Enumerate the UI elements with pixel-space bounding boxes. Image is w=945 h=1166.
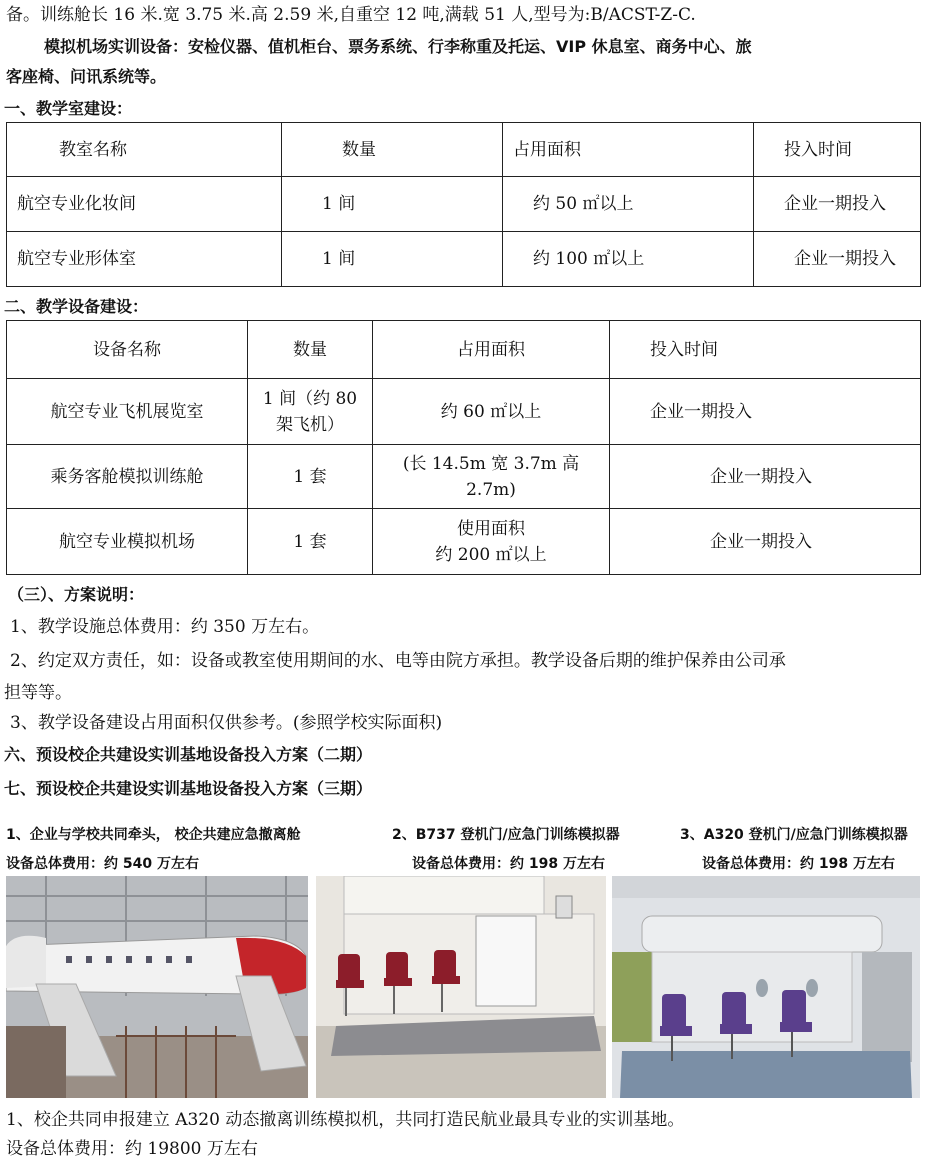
evacuation-trainer-illustration xyxy=(6,876,308,1098)
table-cell xyxy=(248,379,373,445)
table-cell: 航空专业模拟机场 xyxy=(7,509,248,575)
footer-line-2: 设备总体费用：约 19800 万左右 xyxy=(6,1139,258,1159)
header-cell: 占用面积 xyxy=(373,321,610,379)
b737-door-trainer-photo xyxy=(316,876,606,1098)
intro-line-2: 模拟机场实训设备：安检仪器、值机柜台、票务系统、行李称重及托运、VIP 休息室、商务中心、旅 xyxy=(44,37,752,56)
header-cell: 数量 xyxy=(282,123,503,177)
table-header-row xyxy=(7,123,921,177)
equipment-table xyxy=(6,320,921,575)
section2-heading: 二、教学设备建设： xyxy=(4,297,149,316)
evacuation-trainer-photo xyxy=(6,876,308,1098)
cell-line: 1 间（约 80 xyxy=(262,388,358,409)
section3-heading: （三）、方案说明： xyxy=(8,585,145,604)
a320-door-illustration xyxy=(612,876,920,1098)
cell-line: 约 200 ㎡以上 xyxy=(435,544,547,565)
classroom-table xyxy=(6,122,921,287)
table-cell: 约 60 ㎡以上 xyxy=(373,379,610,445)
table-cell: 1 套 xyxy=(248,445,373,509)
header-cell: 教室名称 xyxy=(7,123,282,177)
caption-2: 2、B737 登机门/应急门训练模拟器 xyxy=(392,827,620,843)
table-cell xyxy=(373,445,610,509)
table-cell: 企业一期投入 xyxy=(610,379,921,445)
table-cell: 企业一期投入 xyxy=(754,177,921,232)
table-cell: 航空专业化妆间 xyxy=(7,177,282,232)
table-row xyxy=(7,445,921,509)
cost-3: 设备总体费用：约 198 万左右 xyxy=(702,856,895,872)
section3-item-1: 1、教学设施总体费用：约 350 万左右。 xyxy=(10,617,320,637)
header-cell: 数量 xyxy=(248,321,373,379)
intro-line-3: 客座椅、问讯系统等。 xyxy=(6,67,167,86)
table-row xyxy=(7,509,921,575)
table-cell: 1 套 xyxy=(248,509,373,575)
table-cell: 1 间 xyxy=(282,177,503,232)
header-cell: 设备名称 xyxy=(7,321,248,379)
cell-line: 2.7m) xyxy=(466,479,516,500)
caption-1: 1、企业与学校共同牵头， 校企共建应急撤离舱 xyxy=(6,827,301,843)
table-cell: 航空专业形体室 xyxy=(7,232,282,287)
table-cell: 1 间 xyxy=(282,232,503,287)
table-cell: 约 100 ㎡以上 xyxy=(503,232,754,287)
cell-line: (长 14.5m 宽 3.7m 高 xyxy=(402,453,580,474)
table-cell: 乘务客舱模拟训练舱 xyxy=(7,445,248,509)
section3-item-2a: 2、约定双方责任，如：设备或教室使用期间的水、电等由院方承担。教学设备后期的维护保养由公司承 xyxy=(10,651,786,671)
section3-item-3: 3、教学设备建设占用面积仅供参考。(参照学校实际面积) xyxy=(10,713,443,733)
table-header-row xyxy=(7,321,921,379)
header-cell: 投入时间 xyxy=(754,123,921,177)
caption-3: 3、A320 登机门/应急门训练模拟器 xyxy=(680,827,908,843)
intro-line-1: 备。训练舱长 16 米.宽 3.75 米.高 2.59 米,自重空 12 吨,满载 51 人,型号为:B/ACST-Z-C. xyxy=(6,5,696,25)
section7-heading: 七、预设校企共建设实训基地设备投入方案（三期） xyxy=(4,779,373,798)
a320-door-trainer-photo xyxy=(612,876,920,1098)
table-row xyxy=(7,379,921,445)
table-cell xyxy=(373,509,610,575)
table-row xyxy=(7,232,921,287)
table-cell: 企业一期投入 xyxy=(754,232,921,287)
cost-1: 设备总体费用：约 540 万左右 xyxy=(6,856,199,872)
footer-line-1: 1、校企共同申报建立 A320 动态撤离训练模拟机，共同打造民航业最具专业的实训基地。 xyxy=(6,1110,685,1130)
section3-item-2b: 担等等。 xyxy=(4,683,72,703)
table-cell: 约 50 ㎡以上 xyxy=(503,177,754,232)
cell-line: 架飞机） xyxy=(276,414,344,435)
b737-door-illustration xyxy=(316,876,606,1098)
header-cell: 投入时间 xyxy=(610,321,921,379)
header-cell: 占用面积 xyxy=(503,123,754,177)
section1-heading: 一、教学室建设： xyxy=(4,99,133,118)
cost-2: 设备总体费用：约 198 万左右 xyxy=(412,856,605,872)
table-cell: 航空专业飞机展览室 xyxy=(7,379,248,445)
table-row xyxy=(7,177,921,232)
table-cell: 企业一期投入 xyxy=(610,509,921,575)
table-cell: 企业一期投入 xyxy=(610,445,921,509)
cell-line: 使用面积 xyxy=(457,518,525,539)
section6-heading: 六、预设校企共建设实训基地设备投入方案（二期） xyxy=(4,745,373,764)
